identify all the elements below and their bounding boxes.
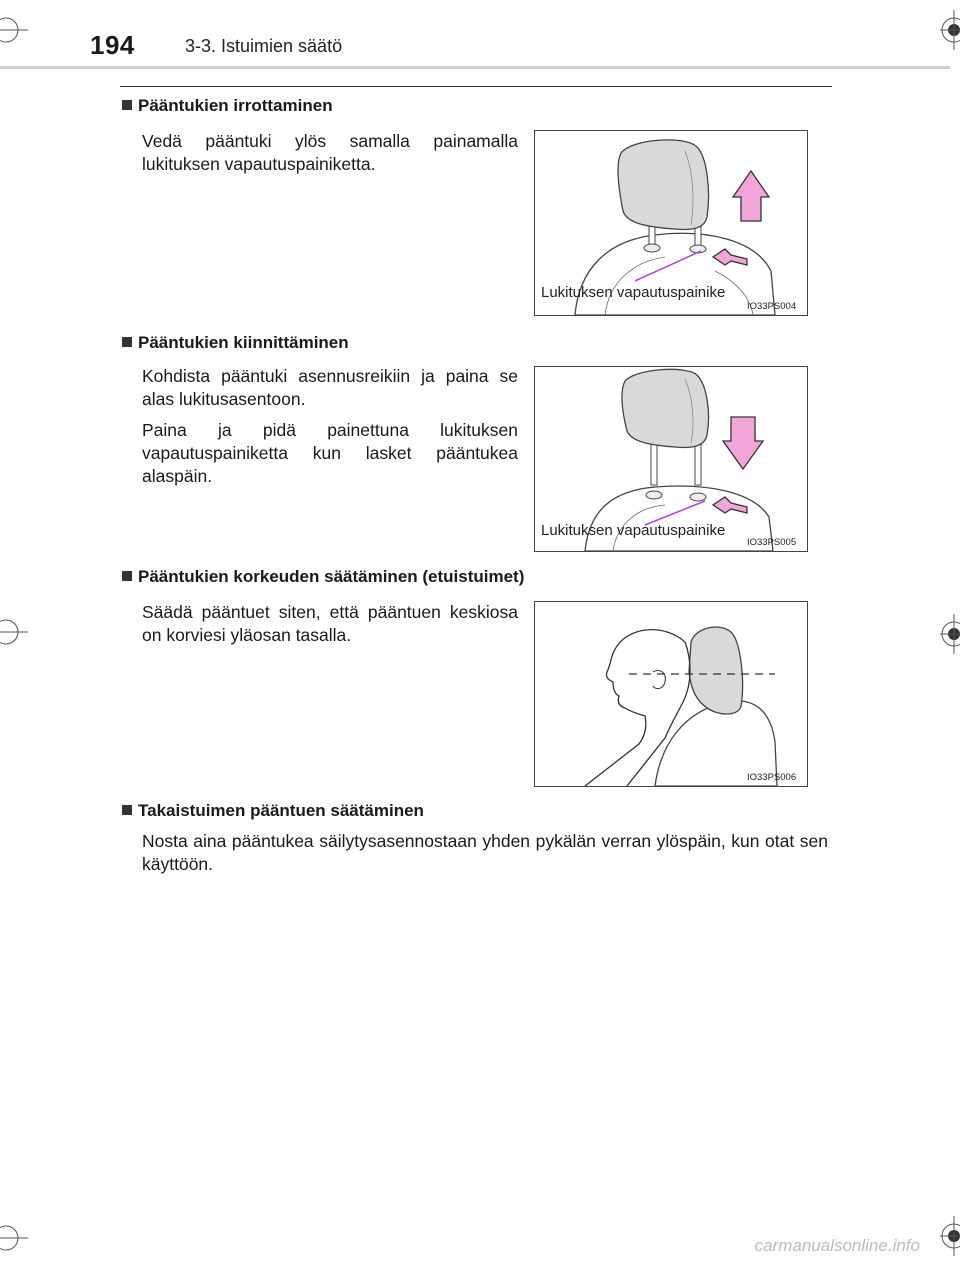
figure-headrest-height <box>534 601 808 787</box>
section-heading: Pääntukien irrottaminen <box>122 96 333 116</box>
callout-label: Lukituksen vapautuspainike <box>541 284 726 301</box>
section-heading: Takaistuimen pääntuen säätäminen <box>122 801 424 821</box>
registration-mark-bottom-right <box>920 1212 960 1262</box>
registration-mark-top-left <box>0 8 30 52</box>
figure-headrest-installation <box>534 366 808 552</box>
registration-mark-bottom-left <box>0 1216 30 1260</box>
registration-mark-top-right <box>920 6 960 56</box>
bullet-square-icon <box>122 337 132 347</box>
section-paragraph: Vedä pääntuki ylös samalla painamalla lukituksen vapautuspainiketta. <box>142 131 518 174</box>
callout-label: Lukituksen vapautuspainike <box>541 522 726 539</box>
registration-mark-mid-left <box>0 610 30 654</box>
figure-headrest-removal <box>534 130 808 316</box>
content-rule <box>120 86 832 87</box>
registration-mark-mid-right <box>920 610 960 660</box>
bullet-square-icon <box>122 100 132 110</box>
bullet-square-icon <box>122 805 132 815</box>
figure-code: IO33PS005 <box>747 537 797 548</box>
figure-code: IO33PS004 <box>747 301 797 312</box>
chapter-title: 3-3. Istuimien säätö <box>185 36 343 56</box>
page-number: 194 <box>90 30 135 60</box>
section-paragraph: Säädä pääntuet siten, että pääntuen keskiosa on korviesi yläosan tasalla. <box>142 602 518 645</box>
section-paragraph: Paina ja pidä painettuna lukituksen vapautuspainiketta kun lasket pääntukea alaspäin. <box>142 420 518 486</box>
header-rule <box>0 66 950 69</box>
watermark: carmanualsonline.info <box>754 1236 920 1255</box>
bullet-square-icon <box>122 571 132 581</box>
section-heading: Pääntukien kiinnittäminen <box>122 333 349 353</box>
section-heading: Pääntukien korkeuden säätäminen (etuistuimet) <box>122 567 524 587</box>
section-paragraph: Nosta aina pääntukea säilytysasennostaan yhden pykälän verran ylöspäin, kun otat sen käyttöön. <box>142 831 828 874</box>
section-paragraph: Kohdista pääntuki asennusreikiin ja paina se alas lukitusasentoon. <box>142 366 518 409</box>
figure-code: IO33PS006 <box>747 772 797 783</box>
